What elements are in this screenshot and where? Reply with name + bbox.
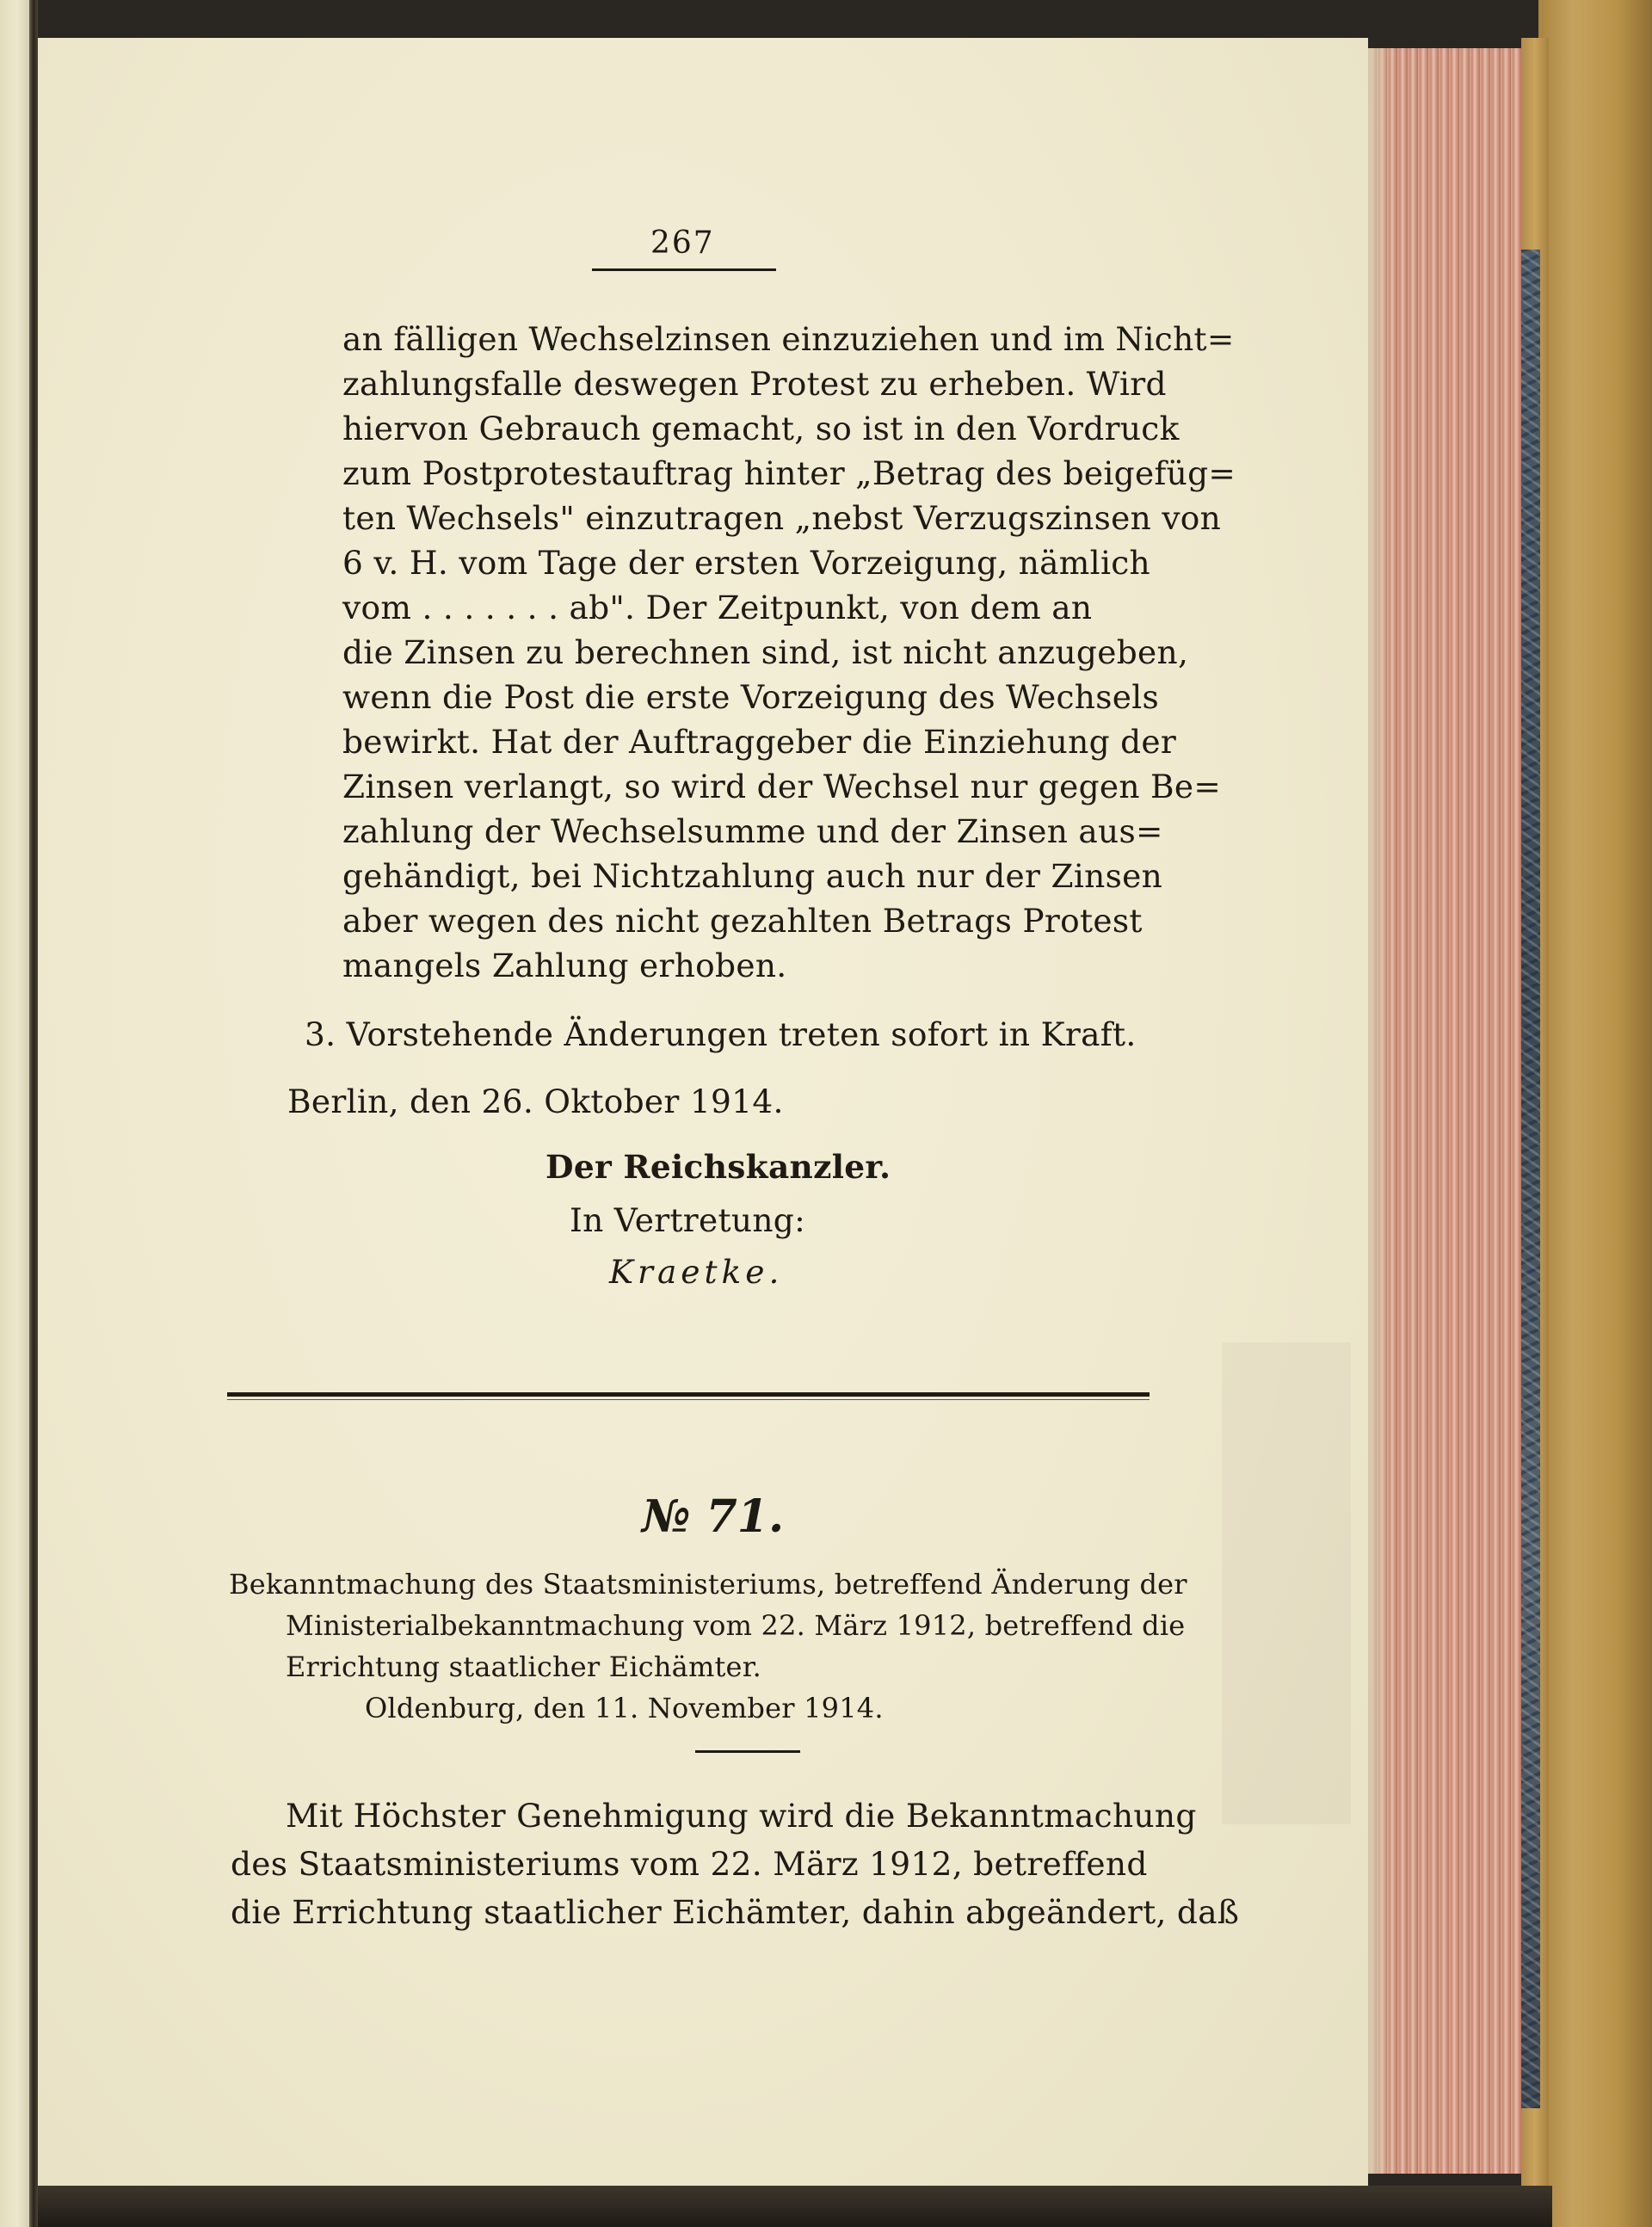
signatory-name: Kraetke. (609, 1253, 784, 1291)
paragraph-line: ten Wechsels" einzutragen „nebst Verzugszinsen von (342, 499, 1222, 537)
paragraph-line: bewirkt. Hat der Auftraggeber die Einziehung der (342, 723, 1177, 761)
page-number: 267 (650, 225, 715, 261)
left-page-edge (0, 0, 29, 2227)
paragraph-line: aber wegen des nicht gezahlten Betrags Protest (342, 902, 1143, 940)
paragraph-line: 6 v. H. vom Tage der ersten Vorzeigung, nämlich (342, 544, 1151, 582)
place-date: Berlin, den 26. Oktober 1914. (287, 1083, 784, 1120)
notice-heading-line: Ministerialbekanntmachung vom 22. März 1912, betreffend die (286, 1609, 1186, 1642)
paragraph-line: an fälligen Wechselzinsen einzuziehen und im Nicht= (342, 320, 1235, 358)
paragraph-line: zahlung der Wechselsumme und der Zinsen aus= (342, 812, 1163, 850)
cover-cloth (1538, 0, 1652, 2227)
notice-number: № 71. (642, 1490, 785, 1543)
notice-body-line: die Errichtung staatlicher Eichämter, dahin abgeändert, daß (231, 1893, 1240, 1931)
signatory-title: Der Reichskanzler. (546, 1148, 891, 1186)
paragraph-line: die Zinsen zu berechnen sind, ist nicht anzugeben, (342, 633, 1189, 671)
notice-place-date: Oldenburg, den 11. November 1914. (365, 1692, 884, 1724)
paragraph-line: gehändigt, bei Nichtzahlung auch nur der Zinsen (342, 857, 1163, 895)
paragraph-line: Zinsen verlangt, so wird der Wechsel nur gegen Be= (342, 768, 1222, 805)
list-item: 3. Vorstehende Änderungen treten sofort in Kraft. (305, 1015, 1137, 1053)
page-edge-shade (1366, 48, 1392, 2174)
signatory-deputy: In Vertretung: (570, 1201, 806, 1239)
notice-heading-line: Bekanntmachung des Staatsministeriums, betreffend Änderung der (229, 1568, 1187, 1601)
paragraph-line: wenn die Post die erste Vorzeigung des Wechsels (342, 678, 1160, 716)
paragraph-line: hiervon Gebrauch gemacht, so ist in den Vordruck (342, 410, 1180, 447)
notice-heading-line: Errichtung staatlicher Eichämter. (286, 1650, 762, 1683)
notice-body-line: des Staatsministeriums vom 22. März 1912, betreffend (231, 1845, 1148, 1883)
paragraph-line: vom . . . . . . . ab". Der Zeitpunkt, von dem an (342, 589, 1093, 626)
page-number-rule (592, 268, 776, 271)
section-divider-shadow (227, 1399, 1150, 1400)
paragraph-line: mangels Zahlung erhoben. (342, 947, 787, 984)
paragraph-line: zahlungsfalle deswegen Protest zu erheben. Wird (342, 365, 1167, 403)
bottom-shadow (38, 2186, 1552, 2227)
book-gutter (29, 0, 38, 2227)
show-through-shadow (1222, 1342, 1351, 1824)
notice-body-line: Mit Höchster Genehmigung wird die Bekanntmachung (286, 1797, 1197, 1835)
heading-rule (695, 1750, 800, 1753)
paragraph-line: zum Postprotestauftrag hinter „Betrag des beigefüg= (342, 454, 1236, 492)
section-divider (227, 1392, 1150, 1397)
